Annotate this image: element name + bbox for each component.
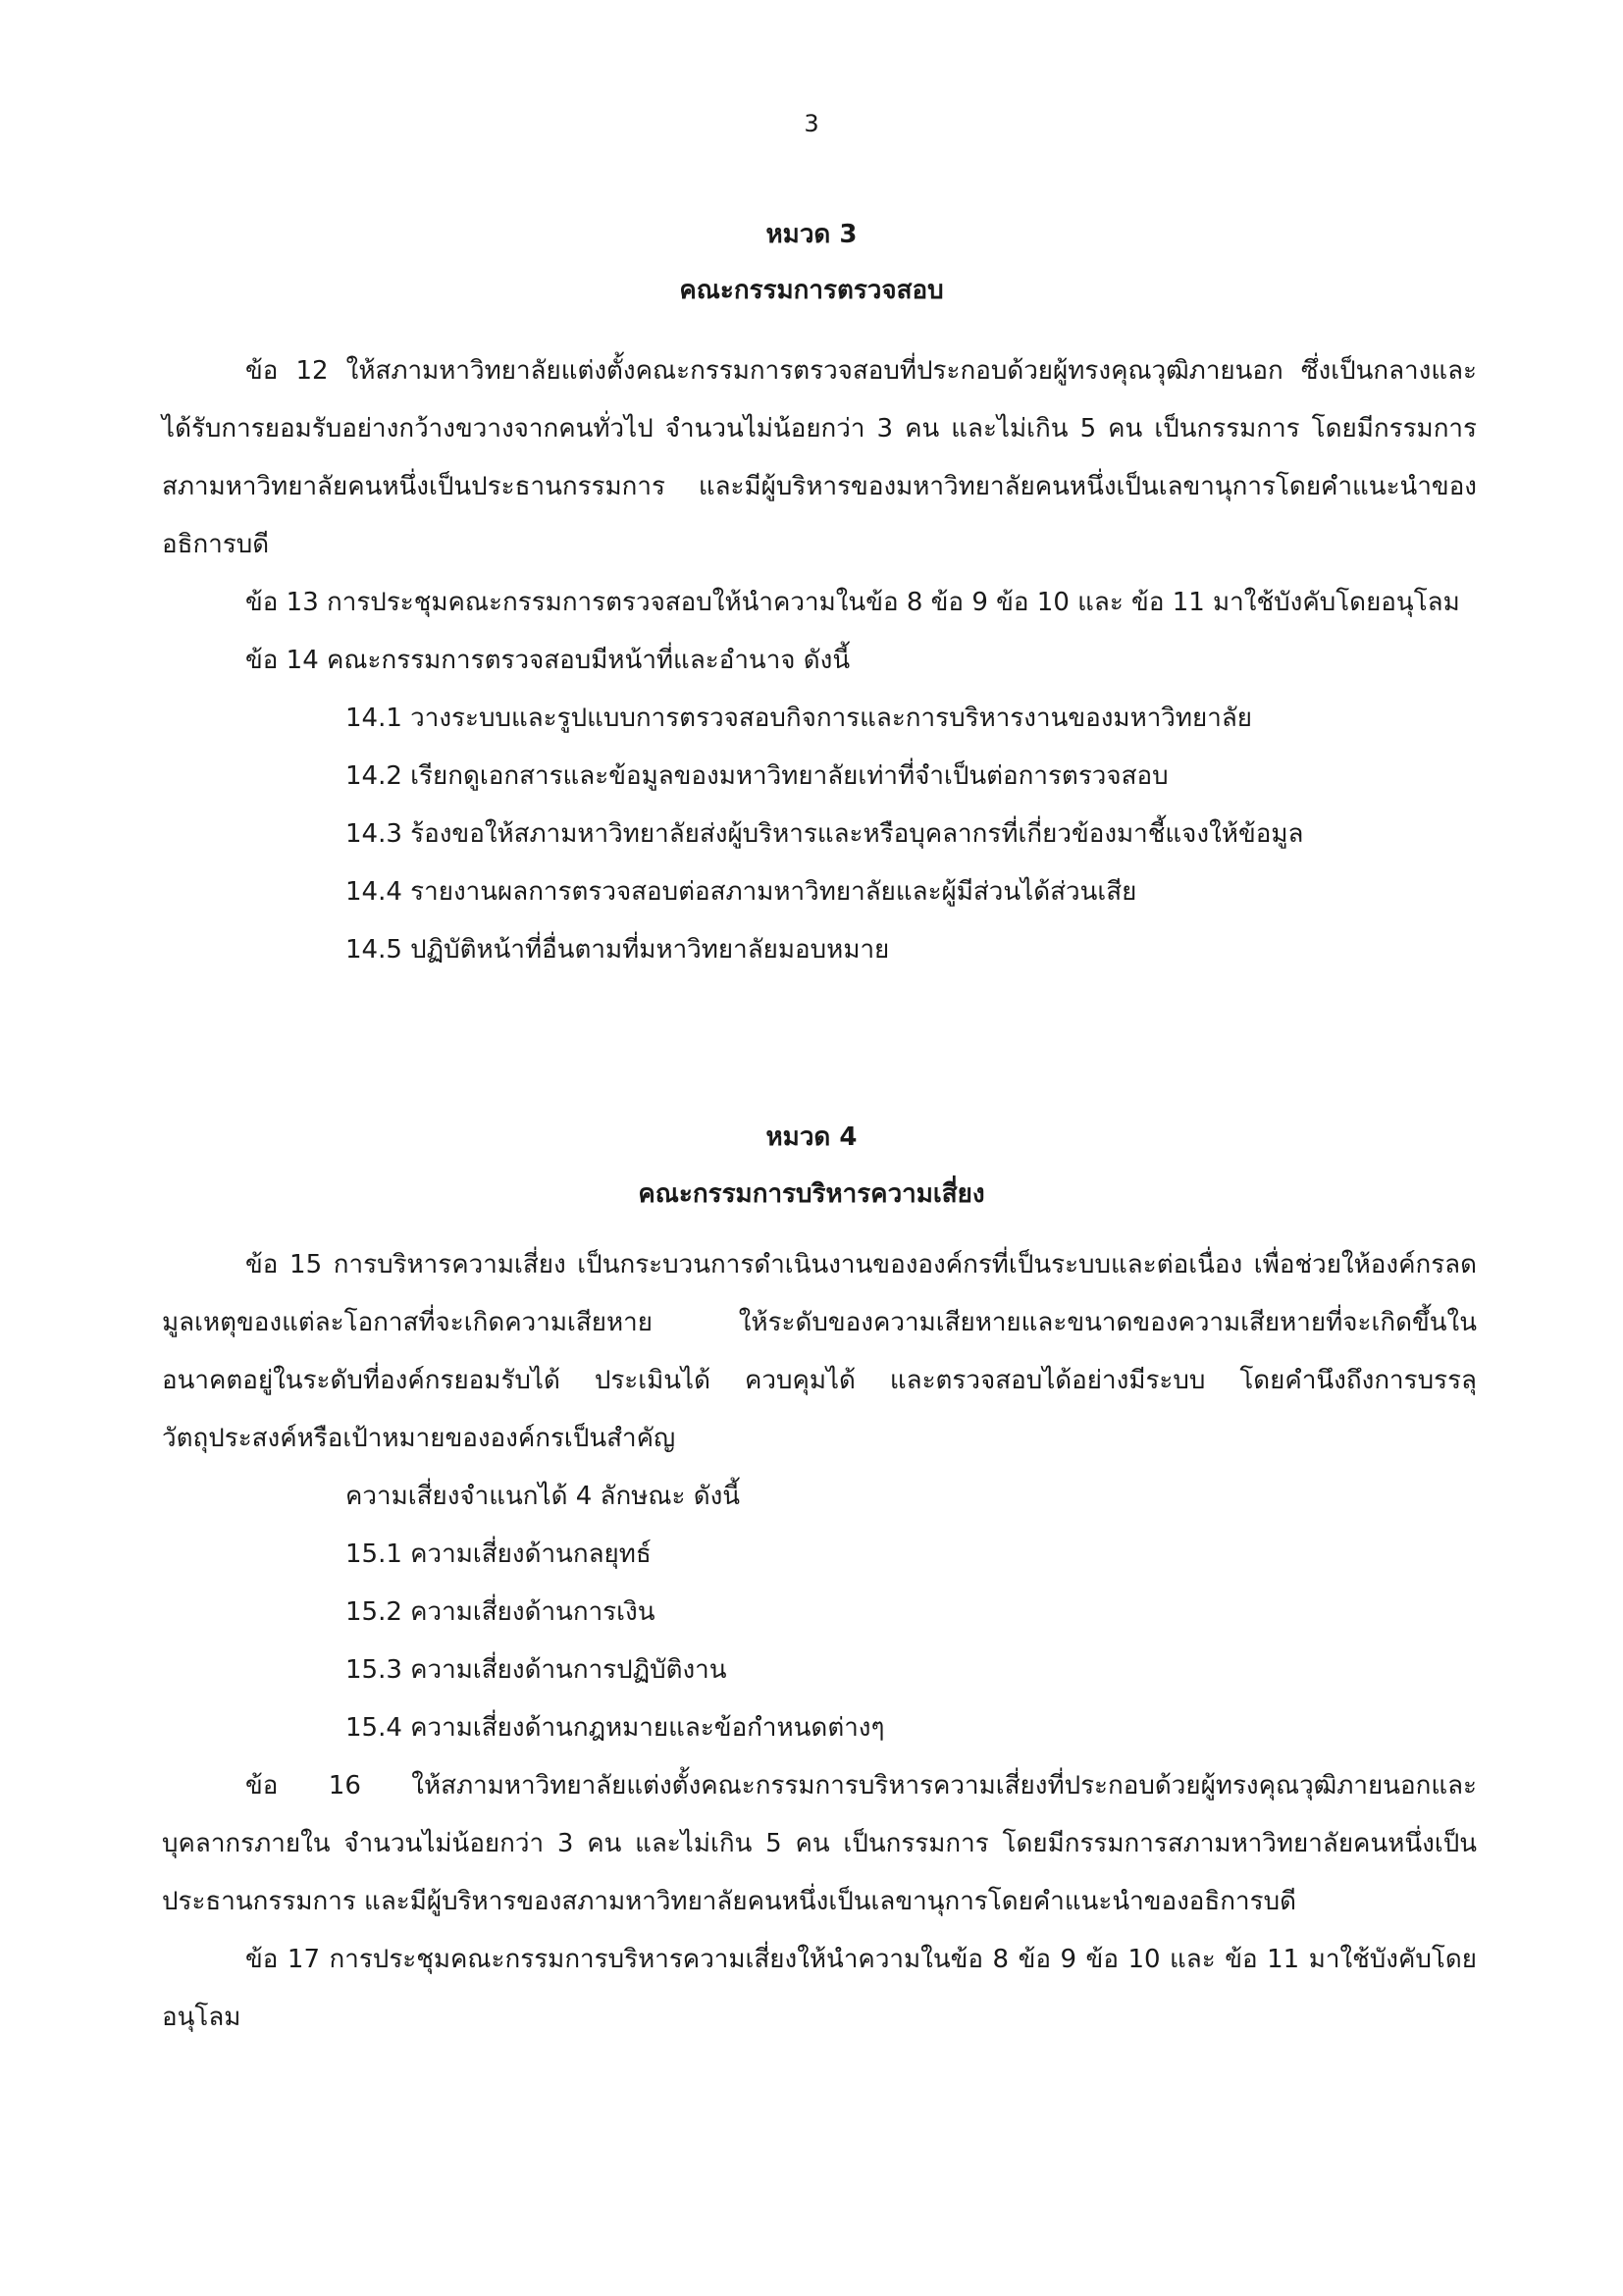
risk-item: 15.2 ความเสี่ยงด้านการเงิน xyxy=(345,1597,655,1627)
clause-14-item: 14.2 เรียกดูเอกสารและข้อมูลของมหาวิทยาลัยเท่าที่จำเป็นต่อการตรวจสอบ xyxy=(345,761,1169,791)
chapter-4-subtitle: คณะกรรมการบริหารความเสี่ยง xyxy=(638,1179,985,1209)
risk-item: 15.1 ความเสี่ยงด้านกลยุทธ์ xyxy=(345,1539,652,1569)
chapter-4-title: หมวด 4 xyxy=(765,1122,858,1152)
clause-17: ข้อ 17 การประชุมคณะกรรมการบริหารความเสี่ยงให้นำความในข้อ 8 ข้อ 9 ข้อ 10 และ ข้อ 11 มาใช้บังคับโดยอนุโลม xyxy=(162,1945,1477,2032)
clause-14-item: 14.3 ร้องขอให้สภามหาวิทยาลัยส่งผู้บริหารและหรือบุคลากรที่เกี่ยวข้องมาชี้แจงให้ข้อมูล xyxy=(345,819,1304,849)
clause-14-item: 14.4 รายงานผลการตรวจสอบต่อสภามหาวิทยาลัยและผู้มีส่วนได้ส่วนเสีย xyxy=(345,877,1137,907)
page-number: 3 xyxy=(804,110,819,137)
clause-14-item: 14.1 วางระบบและรูปแบบการตรวจสอบกิจการและการบริหารงานของมหาวิทยาลัย xyxy=(345,704,1253,733)
risk-intro: ความเสี่ยงจำแนกได้ 4 ลักษณะ ดังนี้ xyxy=(345,1482,741,1511)
clause-14: ข้อ 14 คณะกรรมการตรวจสอบมีหน้าที่และอำนาจ ดังนี้ xyxy=(245,646,851,675)
clause-16: ข้อ 16 ให้สภามหาวิทยาลัยแต่งตั้งคณะกรรมการบริหารความเสี่ยงที่ประกอบด้วยผู้ทรงคุณวุฒิภายนอกและบุคลากรภายใน จำนวนไม่น้อยกว่า 3 คน และไม่เกิน 5 คน เป็นกรรมการ โดยมีกรรมการสภามหาวิทยาลัยคนหนึ่งเป็นประธานกรรมการ และมีผู้บริหารของสภามหาวิทยาลัยคนหนึ่งเป็นเลขานุการโดยคำแนะนำของอธิการบดี xyxy=(162,1771,1477,1916)
clause-15: ข้อ 15 การบริหารความเสี่ยง เป็นกระบวนการดำเนินงานขององค์กรที่เป็นระบบและต่อเนื่อง เพื่อช่วยให้องค์กรลดมูลเหตุของแต่ละโอกาสที่จะเกิดความเสียหาย ให้ระดับของความเสียหายและขนาดของความเสียหายที่จะเกิดขึ้นในอนาคตอยู่ในระดับที่องค์กรยอมรับได้ ประเมินได้ ควบคุมได้ และตรวจสอบได้อย่างมีระบบ โดยคำนึงถึงการบรรลุวัตถุประสงค์หรือเป้าหมายขององค์กรเป็นสำคัญ xyxy=(162,1250,1477,1453)
clause-14-item: 14.5 ปฏิบัติหน้าที่อื่นตามที่มหาวิทยาลัยมอบหมาย xyxy=(345,935,890,965)
clause-12: ข้อ 12 ให้สภามหาวิทยาลัยแต่งตั้งคณะกรรมการตรวจสอบที่ประกอบด้วยผู้ทรงคุณวุฒิภายนอก ซึ่งเป็นกลางและได้รับการยอมรับอย่างกว้างขวางจากคนทั่วไป จำนวนไม่น้อยกว่า 3 คน และไม่เกิน 5 คน เป็นกรรมการ โดยมีกรรมการสภามหาวิทยาลัยคนหนึ่งเป็นประธานกรรมการ และมีผู้บริหารของมหาวิทยาลัยคนหนึ่งเป็นเลขานุการโดยคำแนะนำของอธิการบดี xyxy=(162,356,1477,559)
chapter-4-body xyxy=(162,1236,1477,2047)
chapter-3-body xyxy=(162,342,1477,979)
clause-13: ข้อ 13 การประชุมคณะกรรมการตรวจสอบให้นำความในข้อ 8 ข้อ 9 ข้อ 10 และ ข้อ 11 มาใช้บังคับโดยอนุโลม xyxy=(245,588,1460,617)
chapter-3-subtitle: คณะกรรมการตรวจสอบ xyxy=(679,276,944,305)
chapter-3-title: หมวด 3 xyxy=(765,220,858,249)
risk-item: 15.3 ความเสี่ยงด้านการปฏิบัติงาน xyxy=(345,1655,727,1685)
risk-item: 15.4 ความเสี่ยงด้านกฎหมายและข้อกำหนดต่างๆ xyxy=(345,1713,885,1743)
